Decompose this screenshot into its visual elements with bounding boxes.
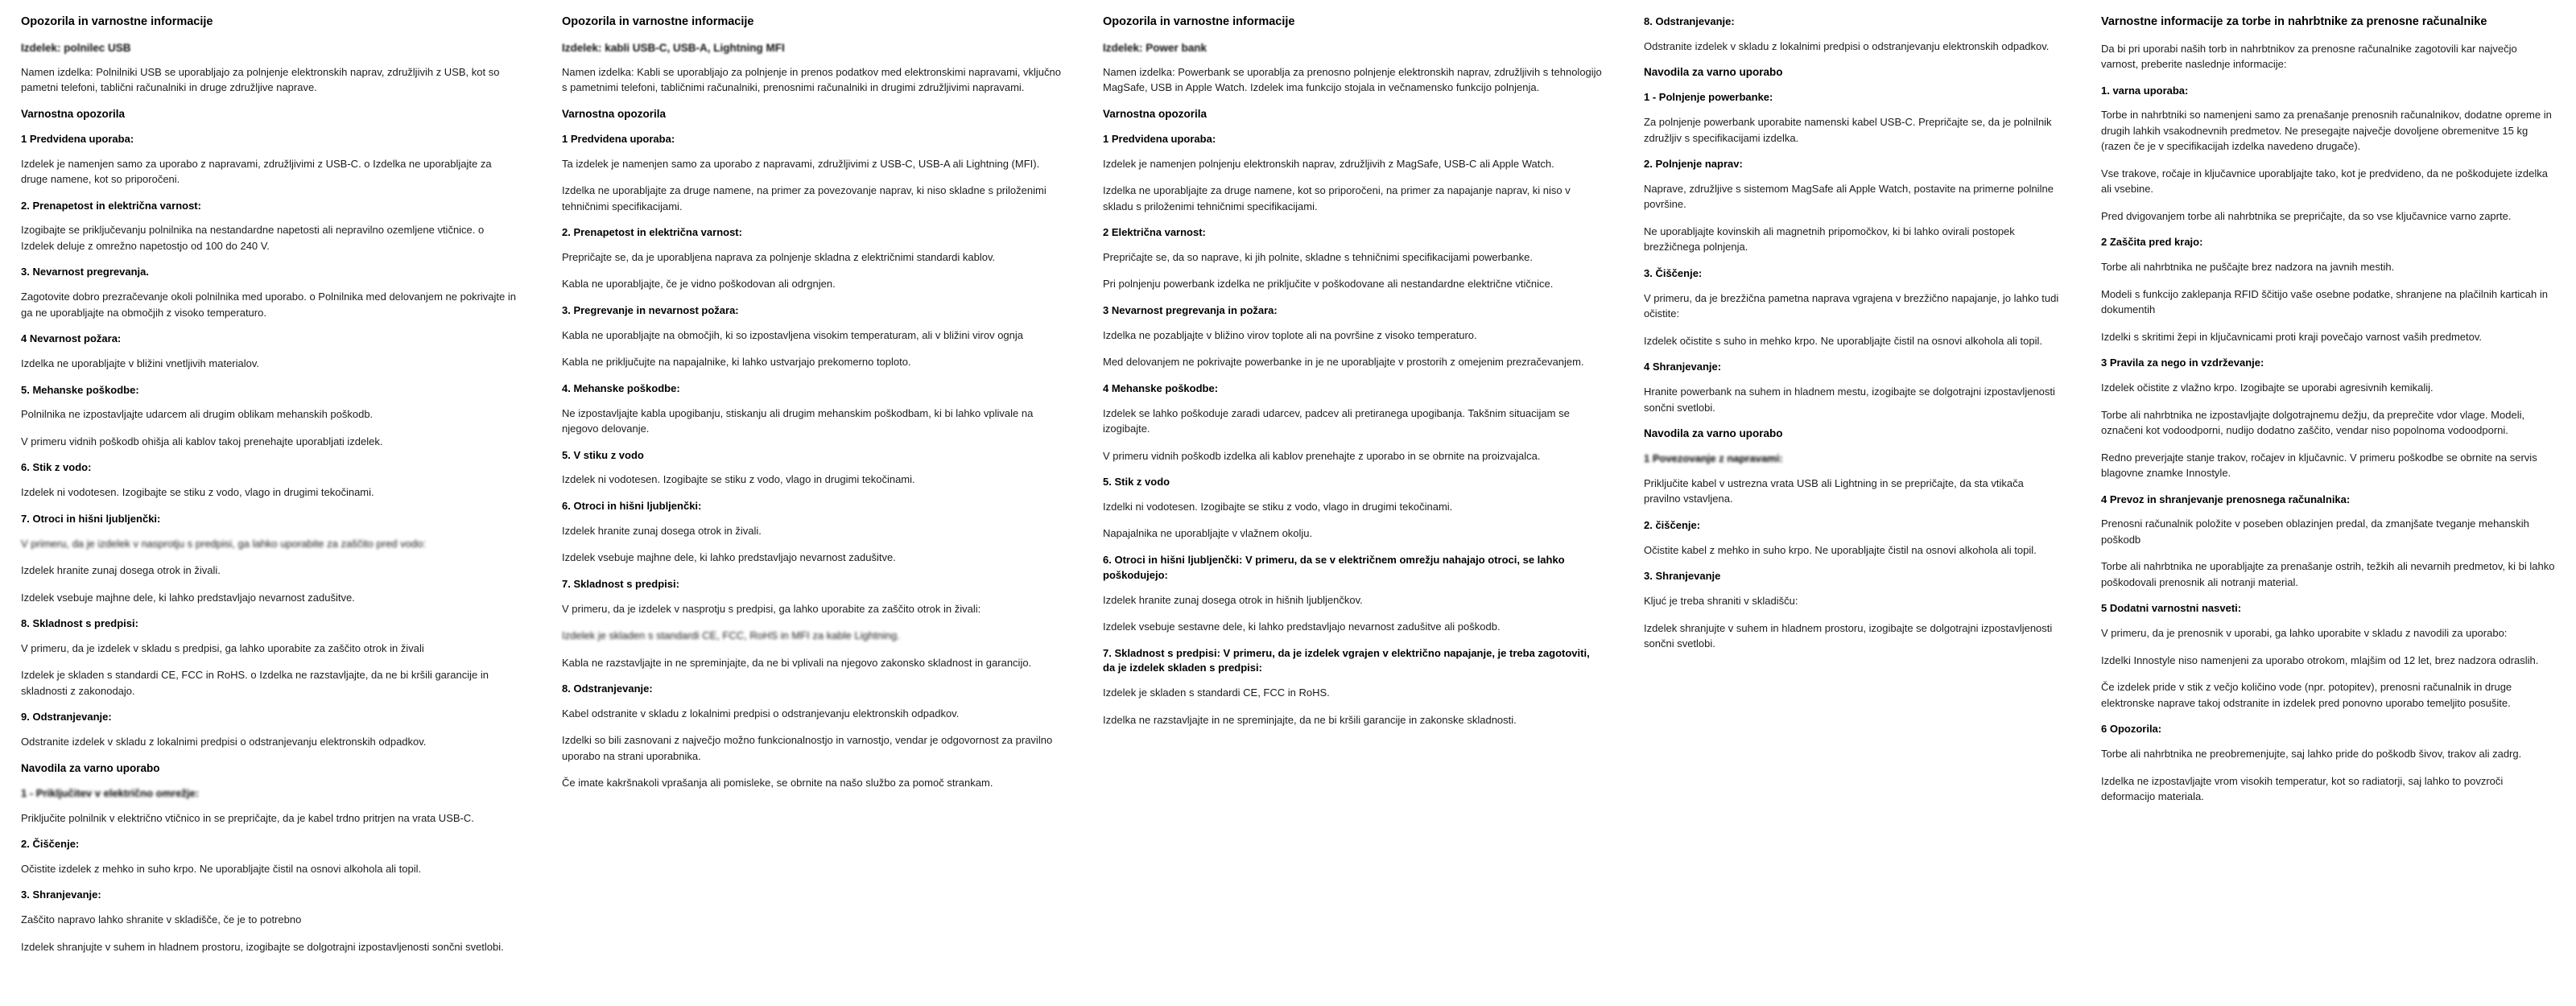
paragraph: Izdelek ni vodotesen. Izogibajte se stiku z vodo, vlago in drugimi tekočinami. [562,473,915,486]
paragraph: Izdelek hranite zunaj dosega otrok in živali. [21,564,221,577]
paragraph: Izdelki s skritimi žepi in ključavnicami proti kraji povečajo varnost vaših predmetov. [2101,330,2482,343]
product-subtitle [1103,41,1602,56]
item-heading: 3. Shranjevanje: [21,888,101,901]
product-subtitle-text: Izdelek: polnilec USB [21,41,131,54]
item-heading: 7. Skladnost s predpisi: [562,577,679,590]
section-heading: Varnostna opozorila [562,107,667,120]
page-title: Opozorila in varnostne informacije [1103,15,1295,28]
paragraph: Prepričajte se, da so naprave, ki jih polnite, skladne s tehničnimi specifikacijami powerbanke. [1103,250,1533,263]
paragraph: Izdelek je skladen s standardi CE, FCC in RoHS. o Izdelka ne razstavljajte, da ne bi kršili garancije in skladnosti z zakonodajo. [21,669,489,697]
item-heading: 7. Skladnost s predpisi: V primeru, da je izdelek vgrajen v električno napajanje, je treba zagotoviti, da je izdelek skladen s predpisi: [1103,646,1590,674]
item-heading: 4 Nevarnost požara: [21,332,122,345]
column-charger-warnings [0,14,541,1006]
paragraph: Izdelek hranite zunaj dosega otrok in hišnih ljubljenčkov. [1103,593,1363,606]
item-heading-blurred [1644,451,2059,467]
paragraph: Med delovanjem ne pokrivajte powerbanke in je ne uporabljajte v prostorih z omejenim prezračevanjem. [1103,356,1584,369]
item-heading: 4 Mehanske poškodbe: [1103,381,1219,394]
item-heading: 2. Prenapetost in električna varnost: [21,199,201,212]
paragraph: V primeru, da je prenosnik v uporabi, ga lahko uporabite v skladu z navodili za uporabo: [2101,627,2508,640]
paragraph: Zaščito napravo lahko shranite v skladišče, če je to potrebno [21,913,302,926]
product-subtitle [562,41,1061,56]
paragraph: Pred dvigovanjem torbe ali nahrbtnika se prepričajte, da so vse ključavnice varno zaprte. [2101,209,2512,222]
item-heading: 8. Skladnost s predpisi: [21,617,138,630]
paragraph: Ne izpostavljajte kabla upogibanju, stiskanju ali drugim mehanskim poškodbam, ki bi lahko vplivale na njegovo delovanje. [562,406,1034,435]
paragraph: V primeru vidnih poškodb ohišja ali kablov takoj prenehajte uporabljati izdelek. [21,435,383,447]
paragraph: Izdelek hranite zunaj dosega otrok in živali. [562,524,762,537]
item-heading-blurred-text: 1 - Priključitev v električno omrežje: [21,786,200,799]
paragraph: Prenosni računalnik položite v poseben oblazinjen predal, da zmanjšate tveganje mehanskih poškodb [2101,517,2529,546]
paragraph-blurred-text: V primeru, da je izdelek v nasprotju s predpisi, ga lahko uporabite za zaščito pred vodo: [21,537,426,550]
paragraph: Torbe ali nahrbtnika ne uporabljajte za prenašanje ostrih, težkih ali nevarnih predmetov, ki bi lahko poškodovali prenosnik ali notranji material. [2101,560,2555,588]
paragraph: Torbe ali nahrbtnika ne puščajte brez nadzora na javnih mestih. [2101,261,2395,274]
paragraph: Kabel odstranite v skladu z lokalnimi predpisi o odstranjevanju elektronskih odpadkov. [562,707,960,719]
item-heading: 1 Predvidena uporaba: [562,132,675,145]
item-heading: 3 Nevarnost pregrevanja in požara: [1103,303,1278,316]
paragraph: Izogibajte se priključevanju polnilnika na nestandardne napetosti ali nepravilno ozemljene vtičnice. o Izdelek deluje z omrežno napetostjo od 100 do 240 V. [21,224,485,252]
paragraph: Priključite polnilnik v električno vtičnico in se prepričajte, da je kabel trdno pritrjen na vrata USB-C. [21,811,474,824]
paragraph: Ta izdelek je namenjen samo za uporabo z napravami, združljivimi z USB-C, USB-A ali Lightning (MFI). [562,157,1040,170]
paragraph: Izdelka ne pozabljajte v bližino virov toplote ali na površine z visoko temperaturo. [1103,328,1477,341]
paragraph: Hranite powerbank na suhem in hladnem mestu, izogibajte se dolgotrajni izpostavljenosti sončni svetlobi. [1644,385,2055,414]
item-heading: 9. Odstranjevanje: [21,711,112,724]
section-heading: Navodila za varno uporabo [1644,427,1783,440]
product-subtitle-text: Izdelek: kabli USB-C, USB-A, Lightning MFI [562,41,785,54]
paragraph: Kabla ne uporabljajte, če je vidno poškodovan ali odrgnjen. [562,278,836,291]
paragraph: Če izdelek pride v stik z večjo količino vode (npr. potopitev), prenosni računalnik in druge elektronske naprave takoj odstranite in izdelek pred ponovno uporabo temeljito posušite. [2101,681,2512,709]
paragraph: Izdelek je namenjen polnjenju elektronskih naprav, združljivih z MagSafe, USB-C ali Apple Watch. [1103,157,1554,170]
paragraph: Namen izdelka: Powerbank se uporablja za prenosno polnjenje elektronskih naprav, združljivih s tehnologijo MagSafe, USB in Apple Watch. Izdelek ima funkcijo stojala in večnamensko funkcijo polnjenja. [1103,65,1602,94]
product-subtitle [21,41,520,56]
paragraph: Polnilnika ne izpostavljajte udarcem ali drugim oblikam mehanskih poškodb. [21,408,374,421]
paragraph: Vse trakove, ročaje in ključavnice uporabljajte tako, kot je predvideno, da ne poškodujete izdelka ali vsebine. [2101,167,2549,196]
paragraph: Prepričajte se, da je uporabljena naprava za polnjenje skladna z električnimi standardi kablov. [562,250,996,263]
paragraph: Namen izdelka: Polnilniki USB se uporabljajo za polnjenje elektronskih naprav, združljivih z USB, kot so pametni telefoni, tablični računalniki in druge združljive naprave. [21,65,500,94]
paragraph: Ne uporabljajte kovinskih ali magnetnih pripomočkov, ki bi lahko ovirali postopek brezžičnega polnjenja. [1644,225,2015,254]
paragraph-blurred [21,536,520,552]
item-heading: 6 Opozorila: [2101,723,2162,736]
paragraph: Izdelek vsebuje majhne dele, ki lahko predstavljajo nevarnost zadušitve. [562,551,896,564]
item-heading: 8. Odstranjevanje: [1644,15,1735,27]
paragraph: Modeli s funkcijo zaklepanja RFID ščitijo vaše osebne podatke, shranjene na plačilnih karticah in dokumentih [2101,287,2548,316]
paragraph: Izdelka ne uporabljajte v bližini vnetljivih materialov. [21,357,260,370]
item-heading: 6. Otroci in hišni ljubljenčki: V primeru, da se v električnem omrežju nahajajo otroci, se lahko poškodujejo: [1103,553,1565,581]
item-heading: 8. Odstranjevanje: [562,682,653,695]
item-heading: 3. Nevarnost pregrevanja. [21,266,149,278]
page-title: Varnostne informacije za torbe in nahrbtnike za prenosne računalnike [2101,15,2487,28]
section-heading: Varnostna opozorila [21,107,126,120]
item-heading: 2. Čiščenje: [21,838,80,850]
paragraph: V primeru, da je brezžična pametna naprava vgrajena v brezžično napajanje, jo lahko tudi očistite: [1644,291,2059,320]
paragraph: Izdelka ne izpostavljajte vrom visokih temperatur, kot so radiatorji, saj lahko to povzroči deformacijo materiala. [2101,774,2504,803]
item-heading: 5. Mehanske poškodbe: [21,383,139,396]
paragraph: Izdelek ni vodotesen. Izogibajte se stiku z vodo, vlago in drugimi tekočinami. [21,486,374,499]
paragraph: Za polnjenje powerbank uporabite namenski kabel USB-C. Prepričajte se, da je polnilnik združljiv s specifikacijami izdelka. [1644,116,2052,144]
section-heading: Varnostna opozorila [1103,107,1208,120]
paragraph: Izdelek očistite s suho in mehko krpo. Ne uporabljajte čistil na osnovi alkohola ali topil. [1644,334,2042,347]
paragraph: Torbe ali nahrbtnika ne izpostavljajte dolgotrajnemu dežju, da preprečite vdor vlage. Modeli, označeni kot vodoodporni, nudijo dodatno zaščito, vendar niso popolnoma vodoodporni. [2101,408,2525,437]
item-heading: 7. Otroci in hišni ljubljenčki: [21,512,161,525]
item-heading: 1 - Polnjenje powerbanke: [1644,91,1773,104]
paragraph: Izdelki Innostyle niso namenjeni za uporabo otrokom, mlajšim od 12 let, brez nadzora odraslih. [2101,653,2539,666]
paragraph: Da bi pri uporabi naših torb in nahrbtnikov za prenosne računalnike zagotovili kar največjo varnost, preberite naslednje informacije: [2101,42,2517,71]
paragraph: Izdelka ne razstavljajte in ne spreminjajte, da ne bi kršili garancije in zakonske skladnosti. [1103,713,1517,726]
paragraph: Očistite izdelek z mehko in suho krpo. Ne uporabljajte čistil na osnovi alkohola ali topil. [21,862,422,875]
column-bag-warnings [2080,14,2576,1006]
paragraph: Pri polnjenju powerbank izdelka ne priključite v poškodovane ali nestandardne električne vtičnice. [1103,278,1554,291]
item-heading: 5. V stiku z vodo [562,448,644,461]
paragraph: Izdelki so bili zasnovani z največjo možno funkcionalnostjo in varnostjo, vendar je odgovornost za pravilno uporabo na strani uporabnika. [562,734,1053,762]
paragraph: Napajalnika ne uporabljajte v vlažnem okolju. [1103,527,1313,540]
paragraph: Očistite kabel z mehko in suho krpo. Ne uporabljajte čistil na osnovi alkohola ali topil. [1644,543,2037,556]
page-title: Opozorila in varnostne informacije [21,15,213,28]
paragraph: Izdelek je skladen s standardi CE, FCC in RoHS. [1103,686,1330,699]
paragraph: V primeru vidnih poškodb izdelka ali kablov prenehajte z uporabo in se obrnite na proizvajalca. [1103,449,1541,462]
item-heading: 1 Predvidena uporaba: [1103,132,1216,145]
item-heading-blurred [21,786,520,802]
paragraph: Kabla ne priključujte na napajalnike, ki lahko ustvarjajo prekomerno toploto. [562,356,911,369]
paragraph: Izdelek očistite z vlažno krpo. Izogibajte se uporabi agresivnih kemikalij. [2101,381,2434,394]
paragraph: Izdelki ni vodotesen. Izogibajte se stiku z vodo, vlago in drugimi tekočinami. [1103,500,1453,513]
paragraph-blurred [562,628,1061,644]
paragraph: Kabla ne uporabljajte na območjih, ki so izpostavljena visokim temperaturam, ali v bližini virov ognja [562,328,1024,341]
item-heading: 2 Zaščita pred krajo: [2101,236,2203,249]
paragraph: Izdelek vsebuje majhne dele, ki lahko predstavljajo nevarnost zadušitve. [21,591,355,604]
paragraph-blurred-text: Izdelek je skladen s standardi CE, FCC, RoHS in MFI za kable Lightning. [562,629,900,642]
item-heading: 3. Shranjevanje [1644,570,1721,583]
paragraph: Izdelek vsebuje sestavne dele, ki lahko predstavljajo nevarnost zadušitve ali poškodb. [1103,621,1501,633]
paragraph: Priključite kabel v ustrezna vrata USB ali Lightning in se prepričajte, da sta vtikača pravilno vstavljena. [1644,476,2024,505]
paragraph: Izdelek se lahko poškoduje zaradi udarcev, padcev ali pretiranega upogibanja. Takšnim situacijam se izogibajte. [1103,406,1570,435]
paragraph: Odstranite izdelek v skladu z lokalnimi predpisi o odstranjevanju elektronskih odpadkov. [1644,39,2050,52]
item-heading: 4 Shranjevanje: [1644,361,1722,373]
column-cable-warnings [541,14,1082,1006]
section-heading: Navodila za varno uporabo [1644,66,1783,79]
paragraph: Izdelek shranjujte v suhem in hladnem prostoru, izogibajte se dolgotrajni izpostavljenosti sončni svetlobi. [21,940,504,953]
product-subtitle-text: Izdelek: Power bank [1103,41,1208,54]
item-heading: 2. Prenapetost in električna varnost: [562,226,742,239]
item-heading: 3 Pravila za nego in vzdrževanje: [2101,357,2264,369]
item-heading: 3. Pregrevanje in nevarnost požara: [562,303,739,316]
paragraph: V primeru, da je izdelek v nasprotju s predpisi, ga lahko uporabite za zaščito otrok in živali: [562,602,981,615]
paragraph: Kabla ne razstavljajte in ne spreminjajte, da ne bi vplivali na njegovo zakonsko skladnost in garancijo. [562,656,1032,669]
paragraph: Kljuć je treba shraniti v skladišču: [1644,595,1798,608]
page-title: Opozorila in varnostne informacije [562,15,754,28]
item-heading: 5 Dodatni varnostni nasveti: [2101,602,2242,615]
paragraph: Izdelka ne uporabljajte za druge namene, na primer za povezovanje naprav, ki niso skladne s priloženimi tehničnimi specifikacijami. [562,184,1046,212]
item-heading: 4. Mehanske poškodbe: [562,381,680,394]
item-heading: 4 Prevoz in shranjevanje prenosnega računalnika: [2101,493,2351,505]
paragraph: Izdelek shranjujte v suhem in hladnem prostoru, izogibajte se dolgotrajni izpostavljenosti sončni svetlobi. [1644,621,2053,650]
paragraph: Izdelek je namenjen samo za uporabo z napravami, združljivimi z USB-C. o Izdelka ne uporabljajte za druge namene, kot so priporočeni. [21,157,492,186]
paragraph: Torbe ali nahrbtnika ne preobremenjujte, saj lahko pride do poškodb šivov, trakov ali zadrg. [2101,748,2522,761]
paragraph: Izdelka ne uporabljajte za druge namene, kot so priporočeni, na primer za napajanje naprav, ki niso v skladu s priloženimi tehničnimi specifikacijami. [1103,184,1571,212]
column-powerbank-warnings [1082,14,1623,1006]
item-heading: 2 Električna varnost: [1103,226,1206,239]
item-heading: 6. Otroci in hišni ljubljenčki: [562,499,702,512]
paragraph: Redno preverjajte stanje trakov, ročajev in ključavnic. V primeru poškodbe se obrnite na servis blagovne znamke Innostyle. [2101,451,2537,480]
section-heading: Navodila za varno uporabo [21,761,160,774]
item-heading: 1. varna uporaba: [2101,84,2189,97]
item-heading: 5. Stik z vodo [1103,476,1170,489]
item-heading: 2. čiščenje: [1644,518,1701,531]
paragraph: V primeru, da je izdelek v skladu s predpisi, ga lahko uporabite za zaščito otrok in živali [21,641,424,654]
item-heading: 2. Polnjenje naprav: [1644,158,1743,171]
paragraph: Zagotovite dobro prezračevanje okoli polnilnika med uporabo. o Polnilnika med delovanjem ne pokrivajte in ga ne uporabljajte na območjih z visoko temperaturo. [21,291,516,319]
item-heading: 3. Čiščenje: [1644,266,1703,279]
paragraph: Torbe in nahrbtniki so namenjeni samo za prenašanje prenosnih računalnikov, dodatne opreme in drugih lahkih vsakodnevnih predmetov. Ne presegajte največje dovoljene obremenitve 15 kg (razen če je v specifikacijah izdelka navedeno drugače). [2101,109,2552,153]
column-powerbank-continued [1623,14,2080,1006]
paragraph: Namen izdelka: Kabli se uporabljajo za polnjenje in prenos podatkov med elektronskimi napravami, vključno s pametnimi telefoni, tabličnimi računalniki, prenosnimi računalniki in drugimi združljivimi napravami. [562,65,1062,94]
paragraph: Če imate kakršnakoli vprašanja ali pomislekе, se obrnite na našo službo za pomoč strankam. [562,777,993,790]
paragraph: Odstranite izdelek v skladu z lokalnimi predpisi o odstranjevanju elektronskih odpadkov. [21,736,427,748]
paragraph: Naprave, združljive s sistemom MagSafe ali Apple Watch, postavite na primerne polnilne površine. [1644,182,2054,211]
item-heading: 1 Predvidena uporaba: [21,132,134,145]
item-heading: 6. Stik z vodo: [21,461,92,474]
item-heading-blurred-text: 1 Povezovanje z napravami: [1644,452,1783,464]
